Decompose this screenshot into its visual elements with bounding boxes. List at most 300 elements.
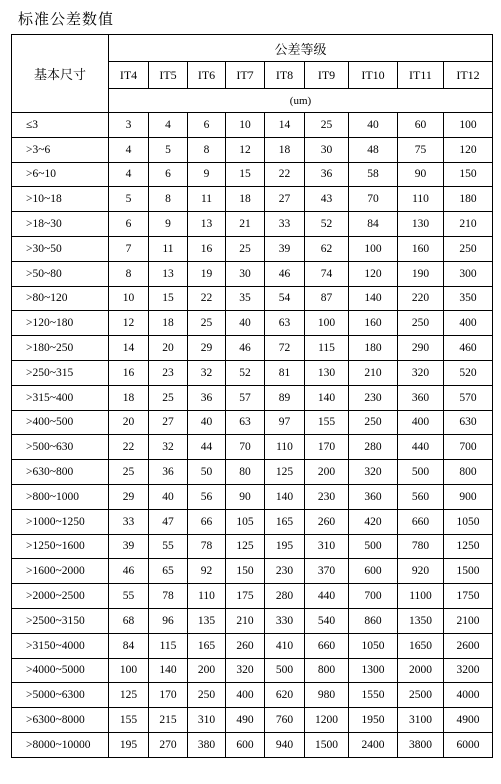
tolerance-value-cell: 260 [226, 633, 265, 658]
tolerance-value-cell: 150 [444, 162, 493, 187]
tolerance-value-cell: 130 [305, 360, 349, 385]
tolerance-value-cell: 5 [149, 137, 188, 162]
tolerance-value-cell: 520 [444, 360, 493, 385]
tolerance-value-cell: 490 [226, 708, 265, 733]
tolerance-value-cell: 23 [149, 360, 188, 385]
tolerance-value-cell: 120 [349, 261, 398, 286]
tolerance-value-cell: 320 [226, 658, 265, 683]
tolerance-value-cell: 87 [305, 286, 349, 311]
size-range-cell: >6300~8000 [12, 708, 109, 733]
table-row [12, 435, 493, 460]
tolerance-value-cell: 600 [226, 732, 265, 757]
table-row [12, 187, 493, 212]
tolerance-value-cell: 57 [226, 385, 265, 410]
tolerance-value-cell: 920 [398, 559, 444, 584]
tolerance-value-cell: 2400 [349, 732, 398, 757]
tolerance-value-cell: 2100 [444, 608, 493, 633]
tolerance-value-cell: 21 [226, 212, 265, 237]
size-range-cell: >18~30 [12, 212, 109, 237]
size-range-cell: >80~120 [12, 286, 109, 311]
tolerance-value-cell: 63 [226, 410, 265, 435]
table-row [12, 633, 493, 658]
tolerance-value-cell: 250 [398, 311, 444, 336]
tolerance-value-cell: 10 [226, 113, 265, 138]
tolerance-value-cell: 230 [305, 484, 349, 509]
tolerance-value-cell: 130 [398, 212, 444, 237]
tolerance-value-cell: 570 [444, 385, 493, 410]
tolerance-value-cell: 260 [305, 509, 349, 534]
tolerance-value-cell: 4 [149, 113, 188, 138]
tolerance-value-cell: 150 [226, 559, 265, 584]
size-range-cell: >8000~10000 [12, 732, 109, 757]
tolerance-value-cell: 230 [349, 385, 398, 410]
tolerance-value-cell: 500 [349, 534, 398, 559]
tolerance-value-cell: 63 [265, 311, 305, 336]
tolerance-value-cell: 33 [109, 509, 149, 534]
tolerance-value-cell: 300 [444, 261, 493, 286]
table-row [12, 683, 493, 708]
table-row [12, 360, 493, 385]
tolerance-value-cell: 3 [109, 113, 149, 138]
grade-header-it9: IT9 [305, 62, 349, 89]
tolerance-value-cell: 115 [305, 336, 349, 361]
grade-header-it11: IT11 [398, 62, 444, 89]
table-row [12, 732, 493, 757]
tolerance-value-cell: 250 [444, 236, 493, 261]
tolerance-value-cell: 4 [109, 137, 149, 162]
tolerance-value-cell: 460 [444, 336, 493, 361]
tolerance-value-cell: 800 [305, 658, 349, 683]
tolerance-value-cell: 110 [265, 435, 305, 460]
size-range-cell: >1250~1600 [12, 534, 109, 559]
tolerance-value-cell: 14 [265, 113, 305, 138]
tolerance-value-cell: 39 [109, 534, 149, 559]
tolerance-value-cell: 360 [398, 385, 444, 410]
grade-header-it10: IT10 [349, 62, 398, 89]
tolerance-value-cell: 860 [349, 608, 398, 633]
table-row [12, 534, 493, 559]
tolerance-value-cell: 1050 [444, 509, 493, 534]
size-range-cell: >250~315 [12, 360, 109, 385]
tolerance-value-cell: 270 [149, 732, 188, 757]
tolerance-value-cell: 230 [265, 559, 305, 584]
size-range-cell: >2000~2500 [12, 584, 109, 609]
tolerance-value-cell: 36 [305, 162, 349, 187]
tolerance-value-cell: 500 [398, 460, 444, 485]
tolerance-value-cell: 100 [305, 311, 349, 336]
tolerance-value-cell: 32 [149, 435, 188, 460]
tolerance-value-cell: 68 [109, 608, 149, 633]
tolerance-value-cell: 72 [265, 336, 305, 361]
tolerance-value-cell: 48 [349, 137, 398, 162]
size-range-cell: >120~180 [12, 311, 109, 336]
tolerance-value-cell: 46 [265, 261, 305, 286]
tolerance-value-cell: 1500 [305, 732, 349, 757]
table-row [12, 385, 493, 410]
tolerance-value-cell: 55 [149, 534, 188, 559]
tolerance-value-cell: 350 [444, 286, 493, 311]
tolerance-value-cell: 620 [265, 683, 305, 708]
tolerance-value-cell: 160 [349, 311, 398, 336]
tolerance-value-cell: 2000 [398, 658, 444, 683]
tolerance-value-cell: 27 [149, 410, 188, 435]
tolerance-value-cell: 125 [265, 460, 305, 485]
tolerance-value-cell: 155 [305, 410, 349, 435]
tolerance-value-cell: 140 [149, 658, 188, 683]
size-range-cell: >3~6 [12, 137, 109, 162]
tolerance-value-cell: 46 [226, 336, 265, 361]
tolerance-value-cell: 6 [109, 212, 149, 237]
tolerance-value-cell: 78 [188, 534, 226, 559]
tolerance-value-cell: 90 [398, 162, 444, 187]
tolerance-value-cell: 70 [226, 435, 265, 460]
tolerance-value-cell: 40 [188, 410, 226, 435]
tolerance-value-cell: 19 [188, 261, 226, 286]
table-row [12, 658, 493, 683]
tolerance-value-cell: 22 [265, 162, 305, 187]
tolerance-value-cell: 140 [349, 286, 398, 311]
tolerance-value-cell: 52 [305, 212, 349, 237]
tolerance-value-cell: 96 [149, 608, 188, 633]
tolerance-value-cell: 1650 [398, 633, 444, 658]
tolerance-value-cell: 27 [265, 187, 305, 212]
size-range-cell: >4000~5000 [12, 658, 109, 683]
tolerance-value-cell: 330 [265, 608, 305, 633]
tolerance-value-cell: 40 [226, 311, 265, 336]
table-row [12, 162, 493, 187]
tolerance-value-cell: 8 [188, 137, 226, 162]
tolerance-value-cell: 18 [265, 137, 305, 162]
tolerance-value-cell: 165 [188, 633, 226, 658]
tolerance-value-cell: 89 [265, 385, 305, 410]
tolerance-value-cell: 16 [188, 236, 226, 261]
tolerance-value-cell: 660 [398, 509, 444, 534]
tolerance-value-cell: 210 [444, 212, 493, 237]
tolerance-value-cell: 47 [149, 509, 188, 534]
table-row [12, 137, 493, 162]
tolerance-value-cell: 8 [109, 261, 149, 286]
tolerance-value-cell: 310 [305, 534, 349, 559]
tolerance-value-cell: 33 [265, 212, 305, 237]
tolerance-value-cell: 11 [188, 187, 226, 212]
tolerance-value-cell: 84 [349, 212, 398, 237]
size-range-cell: >315~400 [12, 385, 109, 410]
tolerance-value-cell: 1100 [398, 584, 444, 609]
tolerance-value-cell: 175 [226, 584, 265, 609]
tolerance-value-cell: 200 [305, 460, 349, 485]
tolerance-value-cell: 320 [398, 360, 444, 385]
tolerance-value-cell: 420 [349, 509, 398, 534]
tolerance-value-cell: 120 [444, 137, 493, 162]
tolerance-value-cell: 160 [398, 236, 444, 261]
table-row [12, 286, 493, 311]
tolerance-value-cell: 140 [305, 385, 349, 410]
tolerance-value-cell: 320 [349, 460, 398, 485]
tolerance-value-cell: 195 [265, 534, 305, 559]
tolerance-value-cell: 54 [265, 286, 305, 311]
tolerance-value-cell: 65 [149, 559, 188, 584]
size-range-cell: >1000~1250 [12, 509, 109, 534]
tolerance-value-cell: 35 [226, 286, 265, 311]
tolerance-value-cell: 16 [109, 360, 149, 385]
tolerance-value-cell: 140 [265, 484, 305, 509]
tolerance-value-cell: 700 [444, 435, 493, 460]
tolerance-value-cell: 20 [109, 410, 149, 435]
tolerance-value-cell: 1250 [444, 534, 493, 559]
table-row [12, 113, 493, 138]
size-range-cell: >6~10 [12, 162, 109, 187]
tolerance-value-cell: 560 [398, 484, 444, 509]
tolerance-value-cell: 410 [265, 633, 305, 658]
size-column-header: 基本尺寸 [12, 35, 109, 113]
tolerance-value-cell: 115 [149, 633, 188, 658]
tolerance-value-cell: 22 [188, 286, 226, 311]
grade-group-header: 公差等级 [109, 35, 493, 62]
tolerance-value-cell: 9 [188, 162, 226, 187]
tolerance-value-cell: 52 [226, 360, 265, 385]
table-row [12, 584, 493, 609]
tolerance-value-cell: 210 [349, 360, 398, 385]
tolerance-value-cell: 630 [444, 410, 493, 435]
tolerance-value-cell: 200 [188, 658, 226, 683]
tolerance-value-cell: 25 [226, 236, 265, 261]
tolerance-value-cell: 5 [109, 187, 149, 212]
tolerance-value-cell: 100 [349, 236, 398, 261]
table-row [12, 410, 493, 435]
size-range-cell: >3150~4000 [12, 633, 109, 658]
tolerance-value-cell: 125 [226, 534, 265, 559]
table-body [12, 113, 493, 758]
tolerance-value-cell: 1550 [349, 683, 398, 708]
tolerance-value-cell: 215 [149, 708, 188, 733]
size-range-cell: >800~1000 [12, 484, 109, 509]
tolerance-value-cell: 75 [398, 137, 444, 162]
tolerance-value-cell: 22 [109, 435, 149, 460]
tolerance-value-cell: 940 [265, 732, 305, 757]
tolerance-value-cell: 66 [188, 509, 226, 534]
tolerance-value-cell: 100 [109, 658, 149, 683]
tolerance-value-cell: 440 [398, 435, 444, 460]
tolerance-value-cell: 84 [109, 633, 149, 658]
tolerance-value-cell: 50 [188, 460, 226, 485]
tolerance-value-cell: 78 [149, 584, 188, 609]
tolerance-value-cell: 25 [149, 385, 188, 410]
tolerance-value-cell: 10 [109, 286, 149, 311]
tolerance-value-cell: 25 [188, 311, 226, 336]
tolerance-value-cell: 700 [349, 584, 398, 609]
tolerance-value-cell: 58 [349, 162, 398, 187]
tolerance-value-cell: 25 [109, 460, 149, 485]
table-row [12, 336, 493, 361]
tolerance-value-cell: 180 [444, 187, 493, 212]
tolerance-value-cell: 62 [305, 236, 349, 261]
tolerance-value-cell: 13 [149, 261, 188, 286]
tolerance-value-cell: 6000 [444, 732, 493, 757]
tolerance-value-cell: 90 [226, 484, 265, 509]
tolerance-value-cell: 4900 [444, 708, 493, 733]
tolerance-value-cell: 13 [188, 212, 226, 237]
tolerance-value-cell: 55 [109, 584, 149, 609]
tolerance-value-cell: 20 [149, 336, 188, 361]
table-row [12, 212, 493, 237]
grade-header-it6: IT6 [188, 62, 226, 89]
tolerance-value-cell: 92 [188, 559, 226, 584]
tolerance-value-cell: 170 [305, 435, 349, 460]
tolerance-value-cell: 780 [398, 534, 444, 559]
grade-header-it8: IT8 [265, 62, 305, 89]
size-range-cell: >10~18 [12, 187, 109, 212]
tolerance-value-cell: 110 [398, 187, 444, 212]
tolerance-value-cell: 25 [305, 113, 349, 138]
tolerance-value-cell: 380 [188, 732, 226, 757]
tolerance-value-cell: 40 [349, 113, 398, 138]
size-range-cell: >1600~2000 [12, 559, 109, 584]
size-range-cell: >180~250 [12, 336, 109, 361]
tolerance-value-cell: 18 [226, 187, 265, 212]
table-row [12, 708, 493, 733]
tolerance-value-cell: 400 [226, 683, 265, 708]
tolerance-value-cell: 100 [444, 113, 493, 138]
tolerance-value-cell: 46 [109, 559, 149, 584]
page-title: 标准公差数值 [18, 10, 115, 28]
table-row [12, 311, 493, 336]
tolerance-value-cell: 18 [109, 385, 149, 410]
tolerance-value-cell: 4 [109, 162, 149, 187]
tolerance-value-cell: 39 [265, 236, 305, 261]
tolerance-value-cell: 12 [226, 137, 265, 162]
tolerance-value-cell: 170 [149, 683, 188, 708]
size-range-cell: >500~630 [12, 435, 109, 460]
tolerance-value-cell: 4000 [444, 683, 493, 708]
tolerance-value-cell: 105 [226, 509, 265, 534]
tolerance-value-cell: 165 [265, 509, 305, 534]
grade-header-it7: IT7 [226, 62, 265, 89]
size-range-cell: ≤3 [12, 113, 109, 138]
tolerance-value-cell: 30 [305, 137, 349, 162]
tolerance-value-cell: 290 [398, 336, 444, 361]
tolerance-value-cell: 3100 [398, 708, 444, 733]
tolerance-value-cell: 600 [349, 559, 398, 584]
tolerance-value-cell: 44 [188, 435, 226, 460]
tolerance-value-cell: 280 [265, 584, 305, 609]
tolerance-value-cell: 7 [109, 236, 149, 261]
tolerance-table [11, 34, 493, 758]
tolerance-value-cell: 500 [265, 658, 305, 683]
tolerance-value-cell: 180 [349, 336, 398, 361]
tolerance-value-cell: 125 [109, 683, 149, 708]
table-row [12, 261, 493, 286]
tolerance-value-cell: 900 [444, 484, 493, 509]
size-range-cell: >5000~6300 [12, 683, 109, 708]
tolerance-value-cell: 1350 [398, 608, 444, 633]
tolerance-value-cell: 980 [305, 683, 349, 708]
size-range-cell: >400~500 [12, 410, 109, 435]
tolerance-value-cell: 360 [349, 484, 398, 509]
tolerance-value-cell: 97 [265, 410, 305, 435]
grade-header-it5: IT5 [149, 62, 188, 89]
size-range-cell: >50~80 [12, 261, 109, 286]
tolerance-value-cell: 80 [226, 460, 265, 485]
tolerance-value-cell: 190 [398, 261, 444, 286]
size-range-cell: >30~50 [12, 236, 109, 261]
tolerance-value-cell: 1200 [305, 708, 349, 733]
tolerance-value-cell: 70 [349, 187, 398, 212]
tolerance-value-cell: 60 [398, 113, 444, 138]
tolerance-value-cell: 1750 [444, 584, 493, 609]
tolerance-value-cell: 32 [188, 360, 226, 385]
tolerance-value-cell: 6 [149, 162, 188, 187]
grade-header-it4: IT4 [109, 62, 149, 89]
table-row [12, 236, 493, 261]
tolerance-value-cell: 56 [188, 484, 226, 509]
size-range-cell: >2500~3150 [12, 608, 109, 633]
tolerance-value-cell: 310 [188, 708, 226, 733]
table-row [12, 559, 493, 584]
tolerance-value-cell: 15 [226, 162, 265, 187]
table-row [12, 509, 493, 534]
tolerance-value-cell: 2600 [444, 633, 493, 658]
grade-header-it12: IT12 [444, 62, 493, 89]
table-row [12, 608, 493, 633]
tolerance-value-cell: 110 [188, 584, 226, 609]
tolerance-value-cell: 155 [109, 708, 149, 733]
tolerance-value-cell: 135 [188, 608, 226, 633]
tolerance-value-cell: 18 [149, 311, 188, 336]
tolerance-value-cell: 12 [109, 311, 149, 336]
tolerance-value-cell: 400 [444, 311, 493, 336]
tolerance-value-cell: 11 [149, 236, 188, 261]
tolerance-value-cell: 220 [398, 286, 444, 311]
tolerance-value-cell: 400 [398, 410, 444, 435]
tolerance-value-cell: 280 [349, 435, 398, 460]
tolerance-value-cell: 36 [149, 460, 188, 485]
tolerance-value-cell: 3200 [444, 658, 493, 683]
tolerance-value-cell: 370 [305, 559, 349, 584]
tolerance-value-cell: 40 [149, 484, 188, 509]
tolerance-value-cell: 9 [149, 212, 188, 237]
tolerance-value-cell: 81 [265, 360, 305, 385]
tolerance-value-cell: 250 [188, 683, 226, 708]
tolerance-value-cell: 440 [305, 584, 349, 609]
tolerance-value-cell: 43 [305, 187, 349, 212]
tolerance-value-cell: 74 [305, 261, 349, 286]
tolerance-value-cell: 29 [109, 484, 149, 509]
tolerance-value-cell: 760 [265, 708, 305, 733]
unit-label: (um) [109, 89, 493, 113]
tolerance-value-cell: 1500 [444, 559, 493, 584]
tolerance-value-cell: 1300 [349, 658, 398, 683]
tolerance-value-cell: 800 [444, 460, 493, 485]
tolerance-value-cell: 540 [305, 608, 349, 633]
tolerance-value-cell: 660 [305, 633, 349, 658]
table-row [12, 484, 493, 509]
tolerance-value-cell: 3800 [398, 732, 444, 757]
tolerance-value-cell: 14 [109, 336, 149, 361]
tolerance-value-cell: 1050 [349, 633, 398, 658]
tolerance-value-cell: 36 [188, 385, 226, 410]
tolerance-value-cell: 30 [226, 261, 265, 286]
tolerance-value-cell: 29 [188, 336, 226, 361]
tolerance-value-cell: 8 [149, 187, 188, 212]
size-range-cell: >630~800 [12, 460, 109, 485]
tolerance-value-cell: 6 [188, 113, 226, 138]
tolerance-value-cell: 1950 [349, 708, 398, 733]
tolerance-value-cell: 2500 [398, 683, 444, 708]
tolerance-value-cell: 210 [226, 608, 265, 633]
tolerance-value-cell: 250 [349, 410, 398, 435]
tolerance-value-cell: 195 [109, 732, 149, 757]
table-row [12, 460, 493, 485]
